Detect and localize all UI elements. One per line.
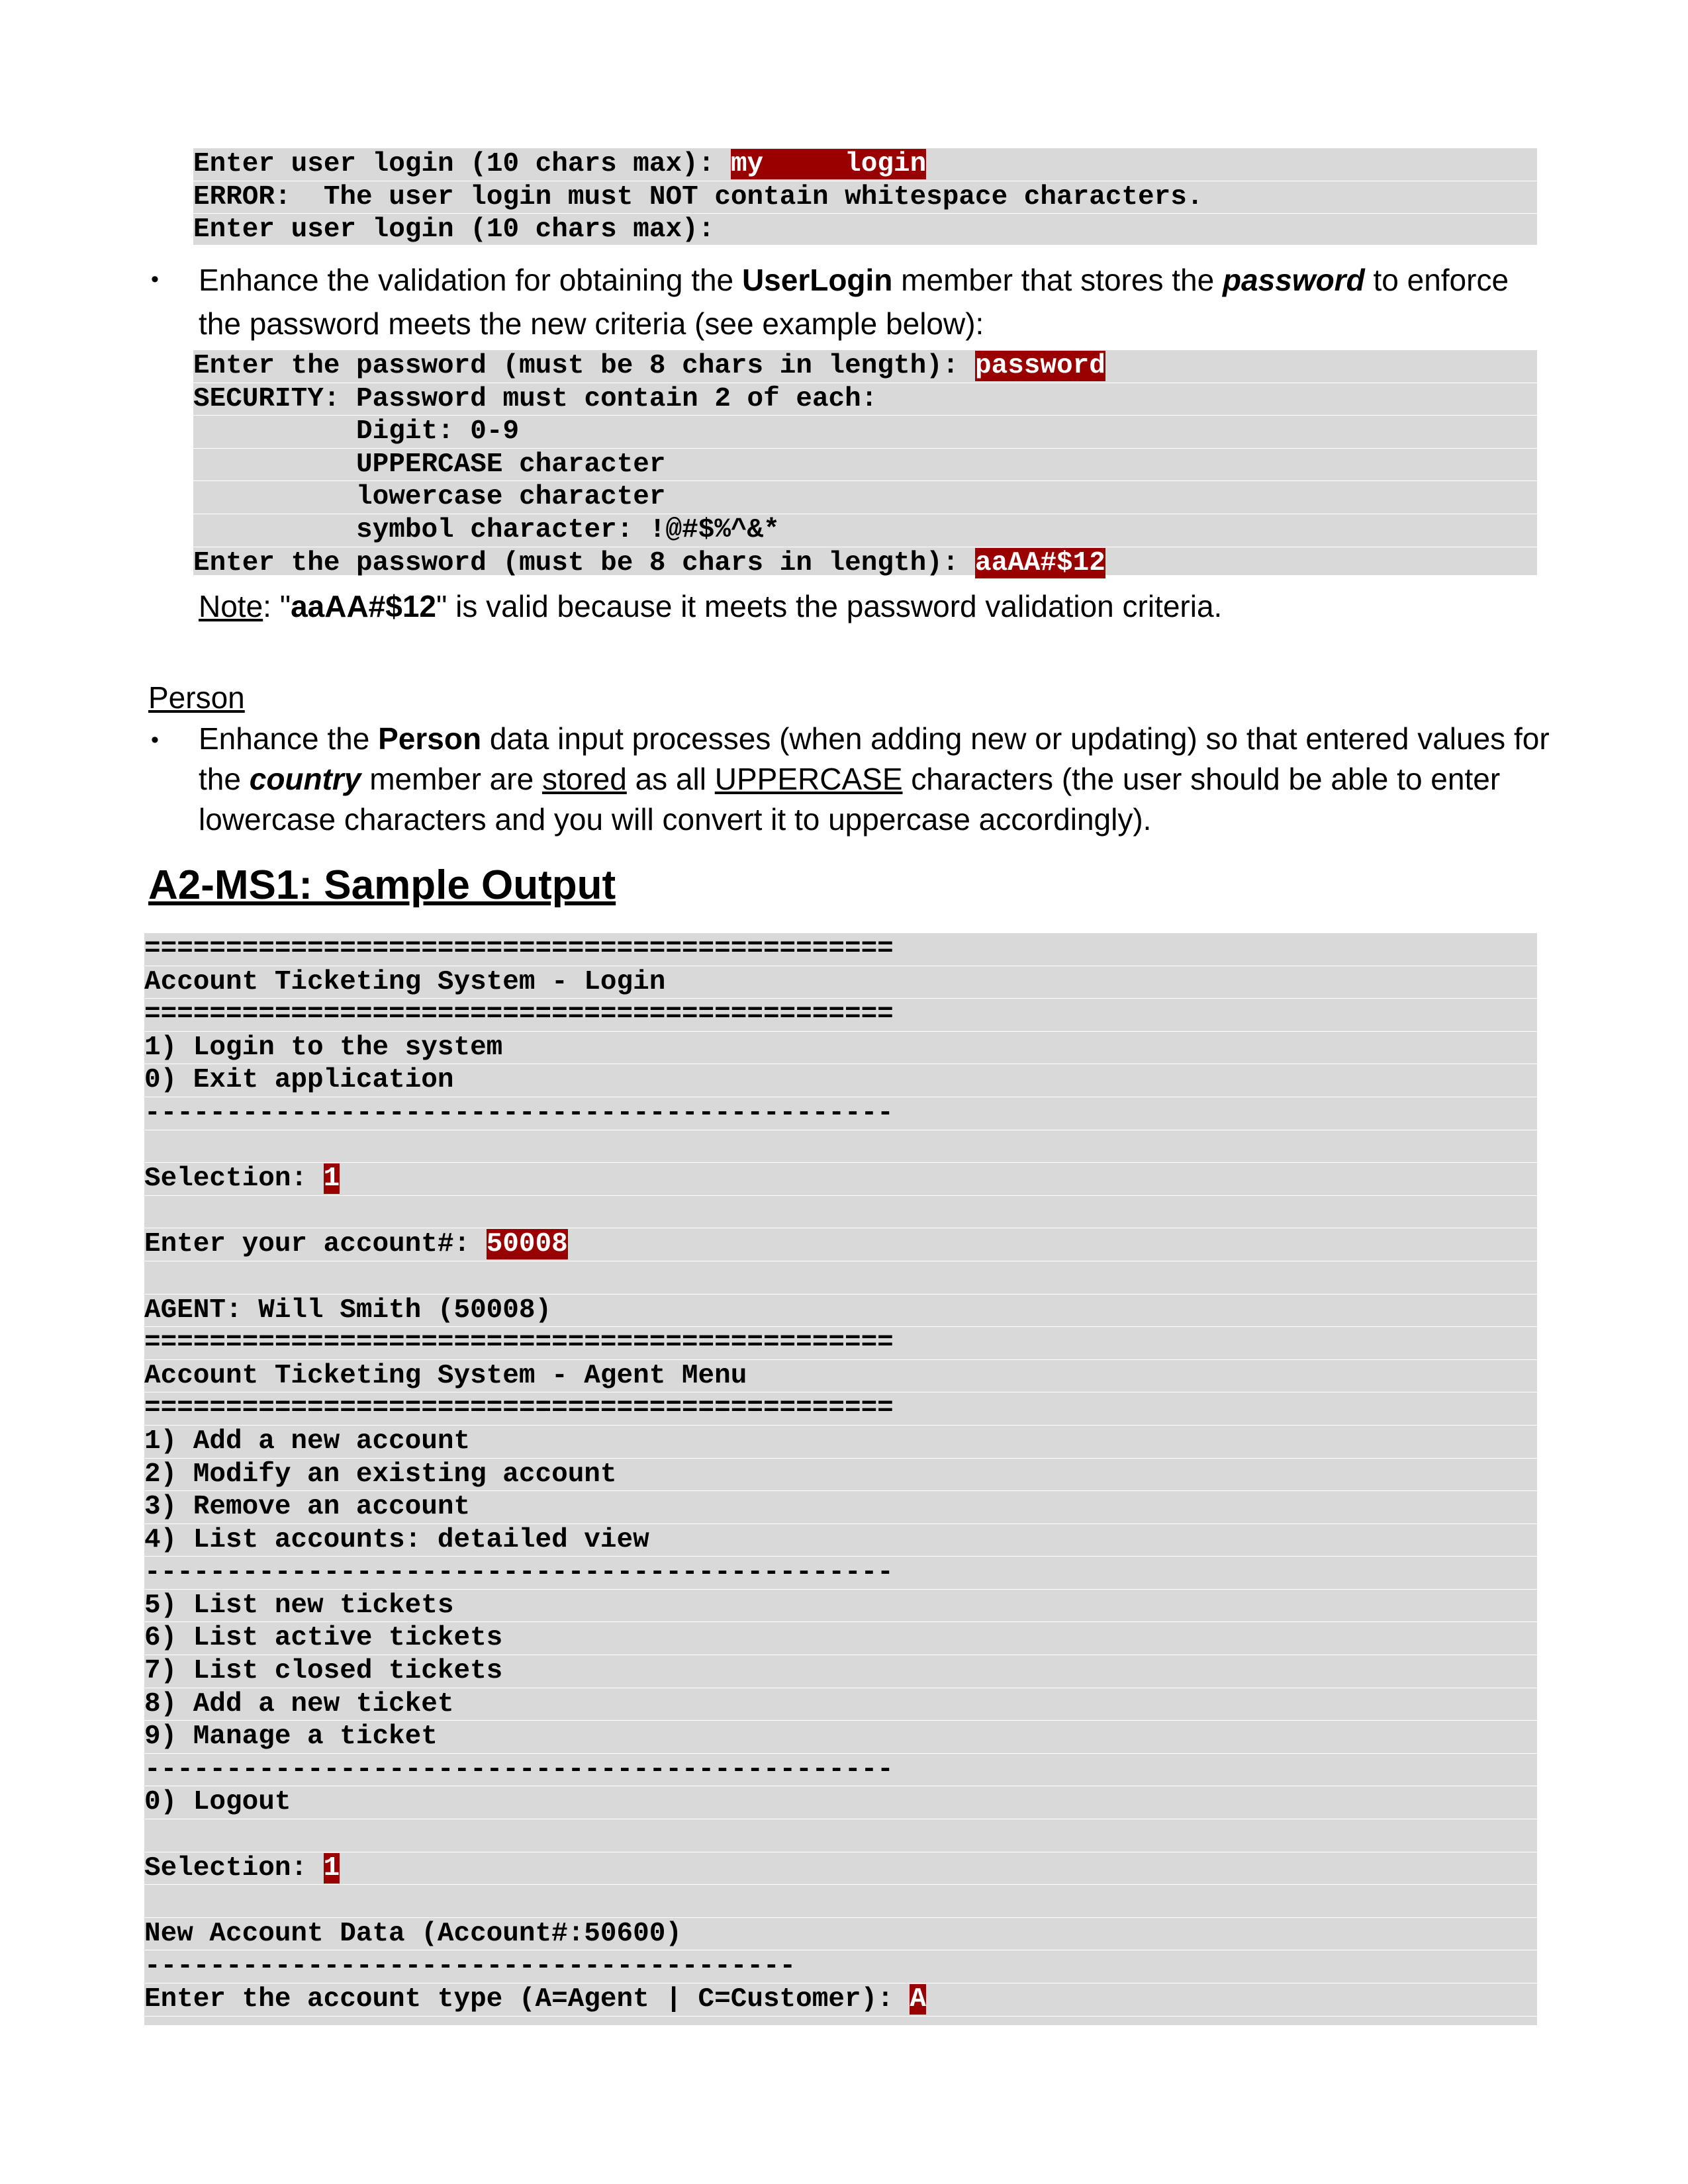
note-text: Note: "aaAA#$12" is valid because it meets the password validation criteria. <box>199 589 1223 623</box>
code-line: Enter user login (10 chars max): <box>193 214 715 246</box>
code-line: 2) Modify an existing account <box>144 1459 1537 1492</box>
code-line: Enter the account type (A=Agent | C=Customer): A <box>144 1983 1537 2017</box>
code-line: 1) Add a new account <box>144 1426 1537 1459</box>
code-line: ---------------------------------------------- <box>144 1097 1537 1130</box>
code-line <box>144 1261 1537 1295</box>
code-line: symbol character: !@#$%^&* <box>193 514 1537 547</box>
code-line: Selection: 1 <box>144 1852 1537 1886</box>
password-example-block <box>193 350 1537 578</box>
code-line: Enter your account#: 50008 <box>144 1228 1537 1261</box>
code-line: Enter the password (must be 8 chars in length): aaAA#$12 <box>193 547 1105 578</box>
code-line: Enter user login (10 chars max): my login <box>193 148 1537 181</box>
code-line: Account Ticketing System - Login <box>144 966 1537 999</box>
code-line: 5) List new tickets <box>144 1590 1537 1623</box>
code-line: 3) Remove an account <box>144 1491 1537 1524</box>
user-input-highlight: 1 <box>323 1163 340 1195</box>
code-line: 7) List closed tickets <box>144 1655 1537 1688</box>
user-input-highlight: 50008 <box>486 1229 568 1260</box>
code-line: New Account Data (Account#:50600) <box>144 1918 1537 1951</box>
code-line: ============================================== <box>144 1327 1537 1360</box>
code-line: ============================================== <box>144 999 1537 1032</box>
code-line: 8) Add a new ticket <box>144 1688 1537 1721</box>
person-bullet-text: Enhance the Person data input processes (when adding new or updating) so that entered values for the country member are stored as all UPPERCASE characters (the user should be able to enter lowercase characters and you will convert it to uppercase accordingly). <box>199 721 1550 837</box>
code-line: Digit: 0-9 <box>193 416 1537 449</box>
code-line: Selection: 1 <box>144 1163 1537 1196</box>
login-example-block <box>193 148 1537 245</box>
person-heading: Person <box>148 680 245 715</box>
code-line: ============================================== <box>144 1392 1537 1426</box>
bullet-marker: • <box>151 267 159 292</box>
code-line <box>144 1196 1537 1229</box>
code-line: 0) Logout <box>144 1786 1537 1819</box>
code-line: ---------------------------------------------- <box>144 1754 1537 1787</box>
code-line: ============================================== <box>144 933 1537 966</box>
code-line: ---------------------------------------- <box>144 1950 1537 1983</box>
sample-output-block <box>144 933 1537 2025</box>
bullet-marker: • <box>151 727 159 752</box>
section-heading: A2-MS1: Sample Output <box>148 862 616 908</box>
user-input-highlight: A <box>910 1984 926 2015</box>
password-bullet-text: Enhance the validation for obtaining the UserLogin member that stores the password to enforce the password meets the new criteria (see example below): <box>199 263 1509 341</box>
user-input-highlight: password <box>975 351 1105 381</box>
code-line: 0) Exit application <box>144 1064 1537 1097</box>
code-line: 1) Login to the system <box>144 1032 1537 1065</box>
code-line <box>144 1130 1537 1163</box>
code-line: 4) List accounts: detailed view <box>144 1524 1537 1557</box>
code-line: 6) List active tickets <box>144 1622 1537 1655</box>
code-line: Account Ticketing System - Agent Menu <box>144 1360 1537 1393</box>
code-line: lowercase character <box>193 481 1537 514</box>
code-line <box>144 1885 1537 1918</box>
code-line: ERROR: The user login must NOT contain whitespace characters. <box>193 181 1537 214</box>
user-input-highlight: my login <box>730 149 927 179</box>
code-line: AGENT: Will Smith (50008) <box>144 1295 1537 1328</box>
code-line: SECURITY: Password must contain 2 of each: <box>193 383 1537 416</box>
code-line: 9) Manage a ticket <box>144 1721 1537 1754</box>
user-input-highlight: 1 <box>323 1852 340 1884</box>
code-line: UPPERCASE character <box>193 449 1537 482</box>
code-line <box>144 1819 1537 1852</box>
user-input-highlight: aaAA#$12 <box>975 547 1105 578</box>
code-line: Enter the password (must be 8 chars in length): password <box>193 350 1537 383</box>
code-line: ---------------------------------------------- <box>144 1557 1537 1590</box>
